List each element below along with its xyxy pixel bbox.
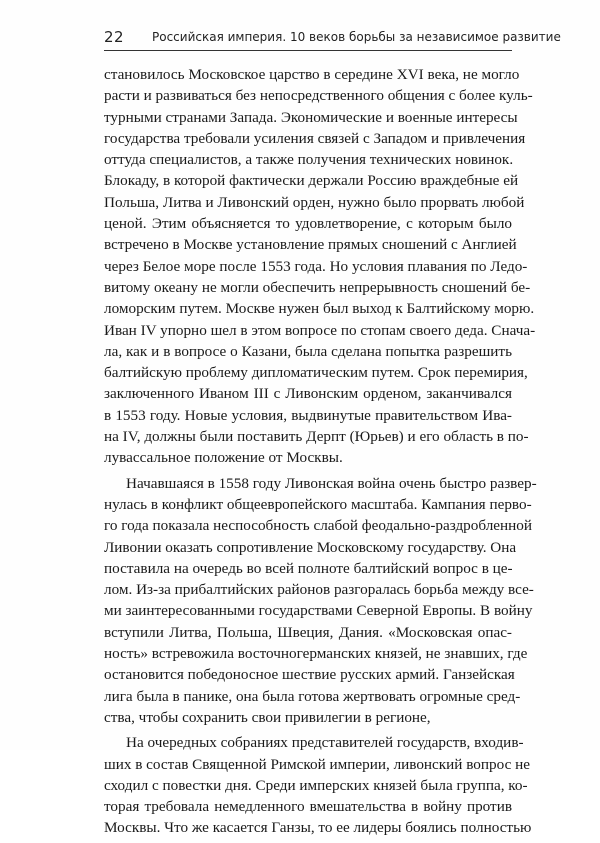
text-line: ства, чтобы сохранить свои привилегии в регионе, xyxy=(104,708,431,726)
text-line: лувассальное положение от Москвы. xyxy=(104,449,343,467)
text-line: нулась в конфликт общеевропейского масштаба. Кампания перво- xyxy=(104,495,532,513)
text-line: Блокаду, в которой фактически держали Россию враждебные ей xyxy=(104,172,519,190)
text-line: через Белое море после 1553 года. Но условия плавания по Ледо- xyxy=(104,257,528,275)
text-line: расти и развиваться без непосредственного общения с более куль- xyxy=(104,87,533,105)
text-line: на IV, должны были поставить Дерпт (Юрьев) и его область в по- xyxy=(104,428,529,446)
running-title: Российская империя. 10 веков борьбы за независимое развитие xyxy=(152,30,561,44)
body-text xyxy=(104,64,537,843)
text-line: оттуда специалистов, а также получения технических новинок. xyxy=(104,151,514,169)
text-line: вступили Литва, Польша, Швеция, Дания. «Московская опас- xyxy=(104,623,512,641)
running-header xyxy=(104,28,561,51)
text-line: лига была в панике, она была готова жертвовать огромные сред- xyxy=(104,687,521,705)
text-line: Польша, Литва и Ливонский орден, нужно было прорвать любой xyxy=(104,193,525,211)
paragraph xyxy=(104,64,536,469)
text-line: остановится победоносное шествие русских армий. Ганзейская xyxy=(104,666,515,684)
text-line: сходил с повестки дня. Среди имперских князей была группа, ко- xyxy=(104,776,528,794)
text-line: Москвы. Что же касается Ганзы, то ее лидеры боялись полностью xyxy=(104,819,532,837)
text-line: заключенного Иваном III с Ливонским орденом, заканчивался xyxy=(104,385,512,403)
text-line: становилось Московское царство в середине XVI века, не могло xyxy=(104,66,520,83)
text-line: ла, как и в вопросе о Казани, была сделана попытка разрешить xyxy=(104,342,512,360)
text-line: в 1553 году. Новые условия, выдвинутые правительством Ива- xyxy=(104,406,512,424)
text-line: ших в состав Священной Римской империи, ливонский вопрос не xyxy=(104,755,530,773)
text-line: Иван IV упорно шел в этом вопросе по стопам своего деда. Снача- xyxy=(104,321,536,339)
text-line: го года показала неспособность слабой феодально-раздробленной xyxy=(104,517,533,535)
paragraph xyxy=(104,473,537,729)
page-number: 22 xyxy=(104,28,125,46)
text-line: витому океану не могли обеспечить непрерывность сношений бе- xyxy=(104,278,531,296)
text-line: На очередных собраниях представителей государств, входив- xyxy=(126,734,524,752)
text-line: ценой. Этим объясняется то удовлетворение, с которым было xyxy=(104,215,512,233)
text-line: ность» встревожила восточногерманских князей, не знавших, где xyxy=(104,645,528,663)
text-line: лом. Из-за прибалтийских районов разгоралась борьба между все- xyxy=(104,581,534,599)
text-line: Начавшаяся в 1558 году Ливонская война очень быстро развер- xyxy=(126,474,537,492)
text-line: балтийскую проблему дипломатическим путем. Срок перемирия, xyxy=(104,364,528,382)
text-line: ломорским путем. Москве нужен был выход к Балтийскому морю. xyxy=(104,300,535,318)
text-line: ми заинтересованными государствами Северной Европы. В войну xyxy=(104,602,533,620)
text-line: поставила на очередь во всей полноте балтийский вопрос в це- xyxy=(104,559,513,577)
text-line: встречено в Москве установление прямых сношений с Англией xyxy=(104,236,517,254)
paragraph xyxy=(104,732,532,838)
text-line: торая требовала немедленного вмешательства в войну против xyxy=(104,798,512,816)
text-line: Ливонии оказать сопротивление Московскому государству. Она xyxy=(104,538,517,556)
text-line: государства требовали усиления связей с Западом и привлечения xyxy=(104,129,526,147)
text-line: турными странами Запада. Экономические и военные интересы xyxy=(104,108,518,126)
